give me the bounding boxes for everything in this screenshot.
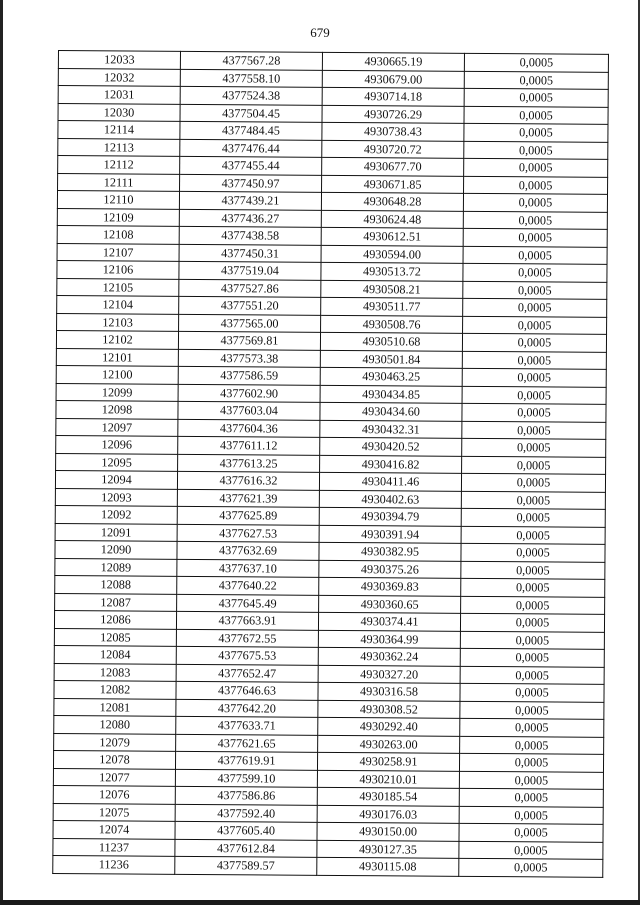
- error-cell: 0,0005: [462, 333, 606, 352]
- error-cell: 0,0005: [461, 561, 605, 580]
- error-cell: 0,0005: [459, 841, 603, 860]
- point-number-cell: 12102: [56, 330, 178, 348]
- error-cell: 0,0005: [459, 753, 603, 772]
- error-cell: 0,0005: [461, 473, 605, 492]
- x-coordinate-cell: 4377599.10: [175, 769, 317, 787]
- y-coordinate-cell: 4930513.72: [321, 262, 463, 280]
- coordinates-table-body: [53, 51, 609, 877]
- y-coordinate-cell: 4930258.91: [317, 752, 459, 770]
- point-number-cell: 12089: [55, 558, 177, 576]
- y-coordinate-cell: 4930726.29: [322, 105, 464, 123]
- error-cell: 0,0005: [461, 543, 605, 562]
- x-coordinate-cell: 4377603.04: [178, 401, 320, 419]
- x-coordinate-cell: 4377565.00: [179, 314, 321, 332]
- point-number-cell: 12090: [55, 540, 177, 558]
- point-number-cell: 12094: [55, 470, 177, 488]
- error-cell: 0,0005: [460, 736, 604, 755]
- x-coordinate-cell: 4377524.38: [180, 86, 322, 104]
- x-coordinate-cell: 4377592.40: [175, 804, 317, 822]
- x-coordinate-cell: 4377637.10: [177, 559, 319, 577]
- y-coordinate-cell: 4930594.00: [321, 245, 463, 263]
- point-number-cell: 12104: [57, 295, 179, 313]
- error-cell: 0,0005: [460, 631, 604, 650]
- y-coordinate-cell: 4930127.35: [317, 840, 459, 858]
- point-number-cell: 12078: [53, 750, 175, 768]
- point-number-cell: 12033: [58, 51, 180, 69]
- x-coordinate-cell: 4377438.58: [179, 226, 321, 244]
- y-coordinate-cell: 4930463.25: [320, 367, 462, 385]
- x-coordinate-cell: 4377551.20: [179, 296, 321, 314]
- y-coordinate-cell: 4930382.95: [319, 542, 461, 560]
- y-coordinate-cell: 4930648.28: [321, 192, 463, 210]
- x-coordinate-cell: 4377632.69: [177, 541, 319, 559]
- error-cell: 0,0005: [463, 316, 607, 335]
- error-cell: 0,0005: [459, 823, 603, 842]
- point-number-cell: 12110: [57, 191, 179, 209]
- x-coordinate-cell: 4377621.39: [177, 489, 319, 507]
- x-coordinate-cell: 4377612.84: [175, 839, 317, 857]
- error-cell: 0,0005: [461, 526, 605, 545]
- y-coordinate-cell: 4930369.83: [319, 577, 461, 595]
- y-coordinate-cell: 4930665.19: [322, 52, 464, 70]
- y-coordinate-cell: 4930508.21: [321, 280, 463, 298]
- error-cell: 0,0005: [461, 508, 605, 527]
- x-coordinate-cell: 4377450.97: [180, 174, 322, 192]
- scan-edge-left: [0, 0, 3, 905]
- error-cell: 0,0005: [463, 246, 607, 265]
- x-coordinate-cell: 4377611.12: [178, 436, 320, 454]
- y-coordinate-cell: 4930411.46: [319, 472, 461, 490]
- point-number-cell: 12074: [53, 820, 175, 838]
- x-coordinate-cell: 4377484.45: [180, 121, 322, 139]
- y-coordinate-cell: 4930394.79: [319, 507, 461, 525]
- point-number-cell: 12113: [58, 138, 180, 156]
- y-coordinate-cell: 4930402.63: [319, 490, 461, 508]
- x-coordinate-cell: 4377602.90: [178, 384, 320, 402]
- point-number-cell: 12085: [54, 628, 176, 646]
- y-coordinate-cell: 4930316.58: [318, 682, 460, 700]
- x-coordinate-cell: 4377476.44: [180, 139, 322, 157]
- error-cell: 0,0005: [461, 578, 605, 597]
- x-coordinate-cell: 4377450.31: [179, 244, 321, 262]
- x-coordinate-cell: 4377633.71: [176, 716, 318, 734]
- error-cell: 0,0005: [461, 491, 605, 510]
- error-cell: 0,0005: [460, 683, 604, 702]
- point-number-cell: 12098: [56, 400, 178, 418]
- y-coordinate-cell: 4930185.54: [317, 787, 459, 805]
- error-cell: 0,0005: [460, 701, 604, 720]
- x-coordinate-cell: 4377439.21: [179, 191, 321, 209]
- x-coordinate-cell: 4377573.38: [178, 349, 320, 367]
- error-cell: 0,0005: [460, 718, 604, 737]
- point-number-cell: 12112: [58, 156, 180, 174]
- x-coordinate-cell: 4377569.81: [178, 331, 320, 349]
- error-cell: 0,0005: [464, 106, 608, 125]
- y-coordinate-cell: 4930176.03: [317, 805, 459, 823]
- error-cell: 0,0005: [459, 858, 603, 877]
- x-coordinate-cell: 4377672.55: [176, 629, 318, 647]
- coordinates-table: [52, 50, 609, 877]
- error-cell: 0,0005: [463, 228, 607, 247]
- point-number-cell: 12075: [53, 803, 175, 821]
- x-coordinate-cell: 4377519.04: [179, 261, 321, 279]
- point-number-cell: 12086: [54, 610, 176, 628]
- point-number-cell: 12095: [56, 453, 178, 471]
- y-coordinate-cell: 4930720.72: [322, 140, 464, 158]
- x-coordinate-cell: 4377613.25: [178, 454, 320, 472]
- y-coordinate-cell: 4930714.18: [322, 87, 464, 105]
- y-coordinate-cell: 4930360.65: [319, 595, 461, 613]
- y-coordinate-cell: 4930511.77: [321, 297, 463, 315]
- error-cell: 0,0005: [462, 421, 606, 440]
- y-coordinate-cell: 4930434.85: [320, 385, 462, 403]
- error-cell: 0,0005: [459, 771, 603, 790]
- y-coordinate-cell: 4930671.85: [322, 175, 464, 193]
- error-cell: 0,0005: [463, 211, 607, 230]
- y-coordinate-cell: 4930432.31: [320, 420, 462, 438]
- y-coordinate-cell: 4930679.00: [322, 70, 464, 88]
- y-coordinate-cell: 4930434.60: [320, 402, 462, 420]
- error-cell: 0,0005: [463, 263, 607, 282]
- point-number-cell: 12088: [55, 575, 177, 593]
- x-coordinate-cell: 4377586.86: [175, 786, 317, 804]
- point-number-cell: 12114: [58, 121, 180, 139]
- point-number-cell: 12077: [53, 768, 175, 786]
- point-number-cell: 12031: [58, 86, 180, 104]
- point-number-cell: 12084: [54, 645, 176, 663]
- point-number-cell: 12097: [56, 418, 178, 436]
- error-cell: 0,0005: [460, 613, 604, 632]
- x-coordinate-cell: 4377589.57: [175, 856, 317, 874]
- point-number-cell: 12096: [56, 435, 178, 453]
- error-cell: 0,0005: [464, 158, 608, 177]
- x-coordinate-cell: 4377640.22: [177, 576, 319, 594]
- error-cell: 0,0005: [462, 351, 606, 370]
- y-coordinate-cell: 4930150.00: [317, 822, 459, 840]
- x-coordinate-cell: 4377642.20: [176, 699, 318, 717]
- y-coordinate-cell: 4930263.00: [318, 735, 460, 753]
- error-cell: 0,0005: [459, 788, 603, 807]
- point-number-cell: 12079: [54, 733, 176, 751]
- x-coordinate-cell: 4377646.63: [176, 681, 318, 699]
- y-coordinate-cell: 4930624.48: [321, 210, 463, 228]
- point-number-cell: 12108: [57, 225, 179, 243]
- x-coordinate-cell: 4377645.49: [177, 594, 319, 612]
- point-number-cell: 12030: [58, 103, 180, 121]
- error-cell: 0,0005: [461, 596, 605, 615]
- error-cell: 0,0005: [463, 281, 607, 300]
- point-number-cell: 12103: [57, 313, 179, 331]
- y-coordinate-cell: 4930210.01: [317, 770, 459, 788]
- error-cell: 0,0005: [460, 648, 604, 667]
- table-row: [53, 855, 603, 876]
- point-number-cell: 12093: [55, 488, 177, 506]
- point-number-cell: 12111: [58, 173, 180, 191]
- x-coordinate-cell: 4377619.91: [175, 751, 317, 769]
- y-coordinate-cell: 4930391.94: [319, 525, 461, 543]
- point-number-cell: 12091: [55, 523, 177, 541]
- error-cell: 0,0005: [462, 368, 606, 387]
- x-coordinate-cell: 4377652.47: [176, 664, 318, 682]
- point-number-cell: 11237: [53, 838, 175, 856]
- error-cell: 0,0005: [464, 53, 608, 72]
- x-coordinate-cell: 4377675.53: [176, 646, 318, 664]
- y-coordinate-cell: 4930510.68: [320, 332, 462, 350]
- x-coordinate-cell: 4377627.53: [177, 524, 319, 542]
- error-cell: 0,0005: [464, 88, 608, 107]
- point-number-cell: 12083: [54, 663, 176, 681]
- page-number: 679: [310, 25, 330, 40]
- y-coordinate-cell: 4930374.41: [318, 612, 460, 630]
- y-coordinate-cell: 4930738.43: [322, 122, 464, 140]
- y-coordinate-cell: 4930327.20: [318, 665, 460, 683]
- x-coordinate-cell: 4377567.28: [180, 51, 322, 69]
- error-cell: 0,0005: [464, 176, 608, 195]
- point-number-cell: 12080: [54, 715, 176, 733]
- scan-edge-bottom: [0, 900, 640, 905]
- x-coordinate-cell: 4377504.45: [180, 104, 322, 122]
- y-coordinate-cell: 4930677.70: [322, 157, 464, 175]
- error-cell: 0,0005: [463, 298, 607, 317]
- error-cell: 0,0005: [459, 806, 603, 825]
- point-number-cell: 12076: [53, 785, 175, 803]
- point-number-cell: 11236: [53, 855, 175, 873]
- point-number-cell: 12092: [55, 505, 177, 523]
- y-coordinate-cell: 4930508.76: [321, 315, 463, 333]
- point-number-cell: 12081: [54, 698, 176, 716]
- error-cell: 0,0005: [463, 193, 607, 212]
- y-coordinate-cell: 4930420.52: [320, 437, 462, 455]
- y-coordinate-cell: 4930612.51: [321, 227, 463, 245]
- error-cell: 0,0005: [462, 456, 606, 475]
- y-coordinate-cell: 4930362.24: [318, 647, 460, 665]
- error-cell: 0,0005: [462, 403, 606, 422]
- error-cell: 0,0005: [464, 123, 608, 142]
- x-coordinate-cell: 4377436.27: [179, 209, 321, 227]
- point-number-cell: 12032: [58, 68, 180, 86]
- point-number-cell: 12106: [57, 260, 179, 278]
- y-coordinate-cell: 4930364.99: [318, 630, 460, 648]
- error-cell: 0,0005: [464, 141, 608, 160]
- point-number-cell: 12105: [57, 278, 179, 296]
- x-coordinate-cell: 4377586.59: [178, 366, 320, 384]
- point-number-cell: 12100: [56, 365, 178, 383]
- x-coordinate-cell: 4377558.10: [180, 69, 322, 87]
- x-coordinate-cell: 4377604.36: [178, 419, 320, 437]
- point-number-cell: 12087: [55, 593, 177, 611]
- x-coordinate-cell: 4377663.91: [176, 611, 318, 629]
- x-coordinate-cell: 4377605.40: [175, 821, 317, 839]
- x-coordinate-cell: 4377625.89: [177, 506, 319, 524]
- error-cell: 0,0005: [462, 386, 606, 405]
- y-coordinate-cell: 4930115.08: [317, 857, 459, 875]
- point-number-cell: 12109: [57, 208, 179, 226]
- y-coordinate-cell: 4930375.26: [319, 560, 461, 578]
- y-coordinate-cell: 4930416.82: [320, 455, 462, 473]
- error-cell: 0,0005: [462, 438, 606, 457]
- x-coordinate-cell: 4377616.32: [177, 471, 319, 489]
- error-cell: 0,0005: [460, 666, 604, 685]
- point-number-cell: 12107: [57, 243, 179, 261]
- error-cell: 0,0005: [464, 71, 608, 90]
- x-coordinate-cell: 4377455.44: [180, 156, 322, 174]
- y-coordinate-cell: 4930308.52: [318, 700, 460, 718]
- point-number-cell: 12099: [56, 383, 178, 401]
- point-number-cell: 12082: [54, 680, 176, 698]
- y-coordinate-cell: 4930292.40: [318, 717, 460, 735]
- x-coordinate-cell: 4377621.65: [176, 734, 318, 752]
- point-number-cell: 12101: [56, 348, 178, 366]
- x-coordinate-cell: 4377527.86: [179, 279, 321, 297]
- y-coordinate-cell: 4930501.84: [320, 350, 462, 368]
